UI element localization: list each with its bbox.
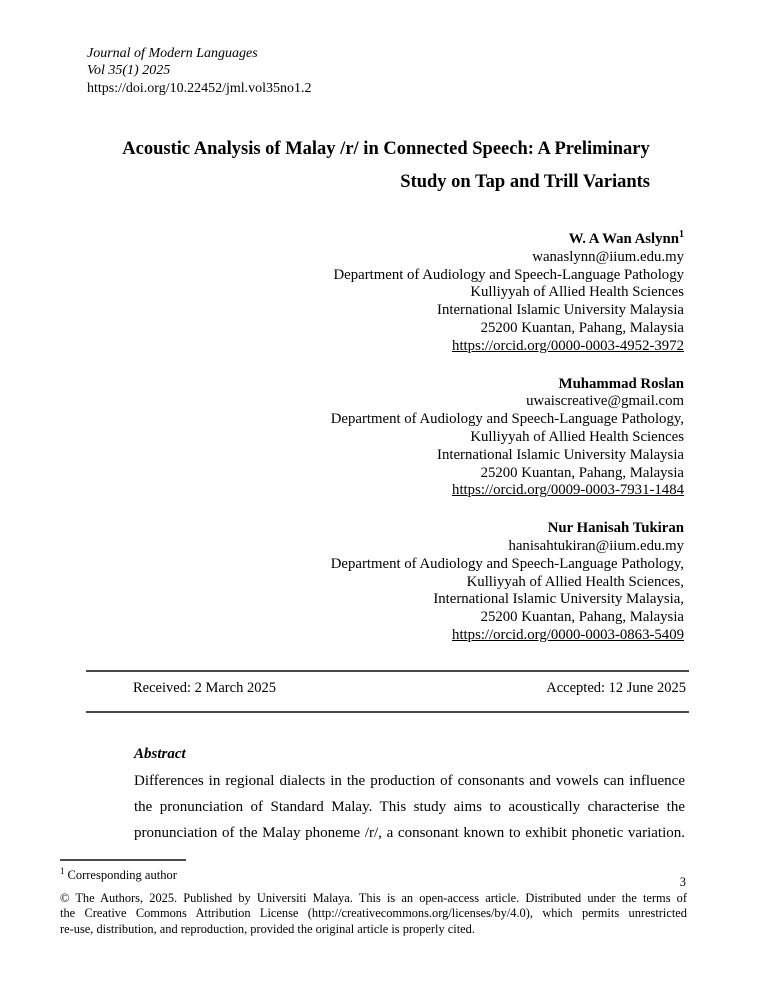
- author-affiliation-line: 25200 Kuantan, Pahang, Malaysia: [480, 609, 684, 626]
- author-affiliation-line: International Islamic University Malaysia: [437, 446, 684, 463]
- abstract-text-line: the pronunciation of Standard Malay. This study aims to acoustically characterise the: [134, 799, 685, 816]
- author-affiliation-line: Department of Audiology and Speech-Language Pathology,: [330, 555, 684, 572]
- author-name: [331, 231, 684, 249]
- author-affiliation-line: Kulliyyah of Allied Health Sciences: [470, 284, 684, 301]
- orcid-link[interactable]: https://orcid.org/0000-0003-4952-3972: [452, 337, 684, 354]
- copyright-line: re-use, distribution, and reproduction, provided the original article is properly cited.: [60, 921, 475, 936]
- author-affiliation-line: 25200 Kuantan, Pahang, Malaysia: [480, 464, 684, 481]
- author-block-2: [331, 376, 684, 501]
- abstract-text-line: Differences in regional dialects in the production of consonants and vowels can influence: [134, 773, 685, 789]
- copyright-notice: [60, 891, 687, 937]
- author-email: wanaslynn@iium.edu.my: [532, 248, 684, 265]
- paper-title: [88, 133, 684, 199]
- corresponding-author-marker: 1: [679, 229, 684, 241]
- author-name-text: W. A Wan Aslynn: [568, 231, 679, 247]
- author-affiliation-line: Kulliyyah of Allied Health Sciences: [470, 428, 684, 445]
- footnote-marker: 1: [60, 866, 65, 876]
- abstract-heading: Abstract: [134, 746, 186, 762]
- author-affiliation-line: Kulliyyah of Allied Health Sciences,: [466, 573, 684, 590]
- journal-volume: Vol 35(1) 2025: [87, 63, 171, 79]
- journal-name: Journal of Modern Languages: [87, 46, 258, 61]
- orcid-link[interactable]: https://orcid.org/0000-0003-0863-5409: [452, 626, 684, 643]
- author-affiliation-line: International Islamic University Malaysia: [437, 302, 684, 319]
- author-affiliation-line: 25200 Kuantan, Pahang, Malaysia: [480, 319, 684, 336]
- author-name: Muhammad Roslan: [558, 375, 684, 392]
- author-email: hanisahtukiran@iium.edu.my: [508, 537, 684, 554]
- author-name: Nur Hanisah Tukiran: [547, 520, 684, 537]
- journal-header: [87, 45, 312, 97]
- accepted-date: Accepted: 12 June 2025: [546, 680, 686, 696]
- copyright-line: the Creative Commons Attribution License (http://creativecommons.org/licenses/by/4.0), which permits unrestricted: [60, 906, 687, 921]
- page-number: 3: [679, 875, 686, 889]
- divider-rule-top: [86, 670, 689, 672]
- received-date: Received: 2 March 2025: [133, 680, 276, 696]
- copyright-line: © The Authors, 2025. Published by Universiti Malaya. This is an open-access article. Distributed under the terms of: [60, 891, 687, 905]
- abstract-text-line: pronunciation of the Malay phoneme /r/, a consonant known to exhibit phonetic variation.: [134, 825, 685, 842]
- footnote: [60, 866, 177, 883]
- author-affiliation-line: Department of Audiology and Speech-Language Pathology,: [330, 411, 684, 428]
- author-affiliation-line: International Islamic University Malaysia,: [433, 591, 684, 608]
- author-affiliation-line: Department of Audiology and Speech-Language Pathology: [333, 266, 684, 283]
- paper-title-line-2: Study on Tap and Trill Variants: [400, 172, 650, 192]
- journal-doi: https://doi.org/10.22452/jml.vol35no1.2: [87, 80, 312, 96]
- paper-title-line-1: Acoustic Analysis of Malay /r/ in Connected Speech: A Preliminary: [122, 139, 650, 159]
- footnote-separator-rule: [60, 859, 186, 861]
- abstract-body: [134, 768, 685, 847]
- divider-rule-bottom: [86, 711, 689, 713]
- author-list: [331, 231, 684, 645]
- author-block-1: [331, 231, 684, 356]
- orcid-link[interactable]: https://orcid.org/0009-0003-7931-1484: [452, 482, 684, 499]
- dates-row: [88, 680, 686, 697]
- footnote-text: Corresponding author: [67, 868, 177, 883]
- author-email: uwaiscreative@gmail.com: [526, 393, 684, 410]
- author-block-3: [331, 520, 684, 645]
